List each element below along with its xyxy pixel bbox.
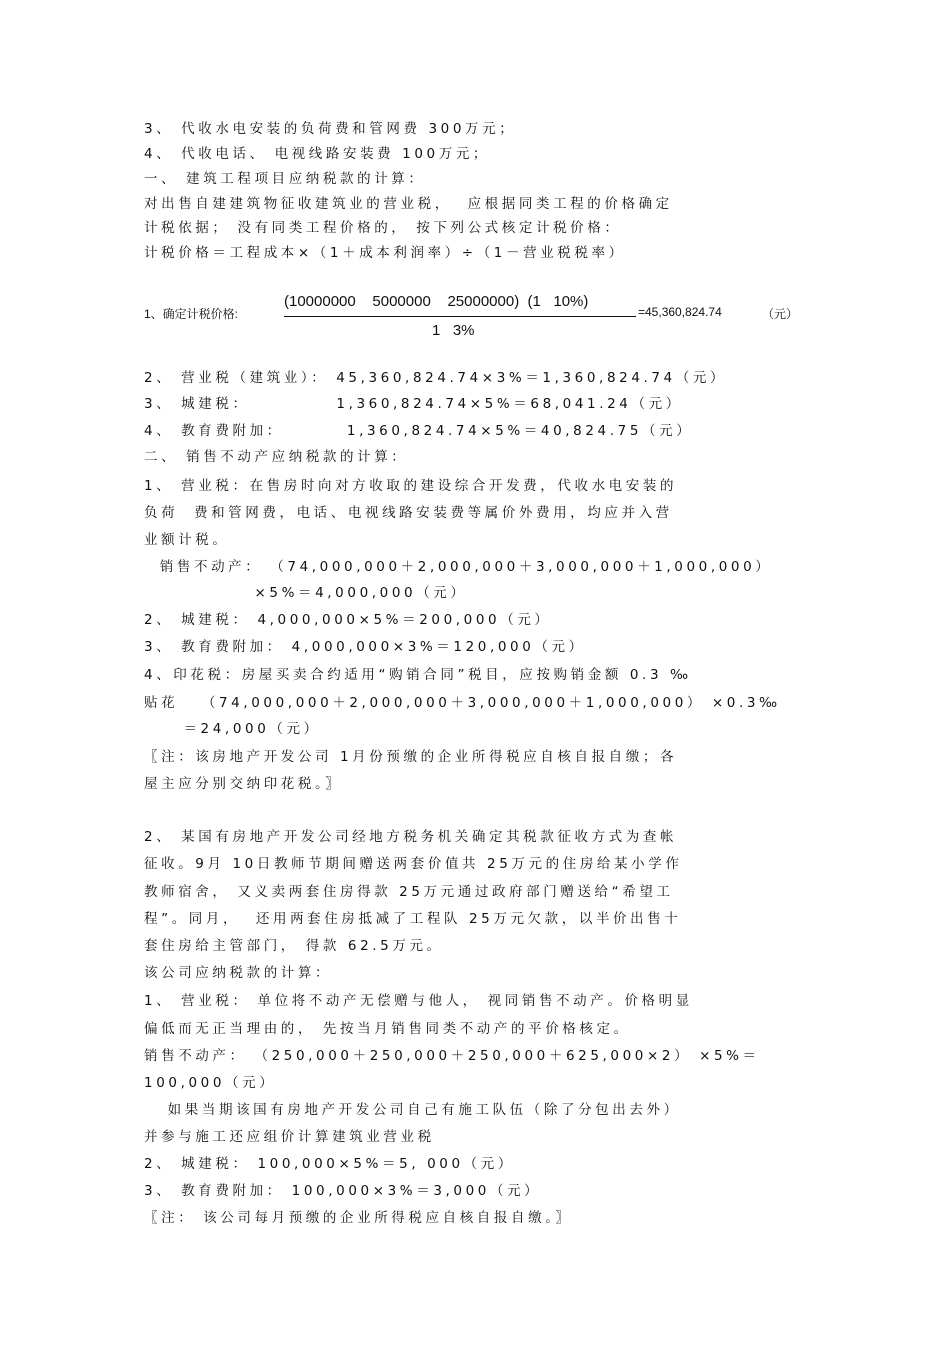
text-line: 1、 营业税： 单位将不动产无偿赠与他人， 视同销售不动产。价格明显 (144, 993, 693, 1009)
text-line: ×5%＝4,000,000（元） (144, 585, 468, 601)
text-line: 4、 代收电话、 电视线路安装费 100万元； (144, 146, 491, 162)
text-line: 4、 教育费附加： 1,360,824.74×5%＝40,824.75（元） (144, 423, 694, 439)
text-line: 1、 营业税：在售房时向对方收取的建设综合开发费，代收水电安装的 (144, 478, 678, 494)
text-line: ＝24,000（元） (144, 721, 321, 737)
text-line: 2、 城建税： 100,000×5%＝5, 000（元） (144, 1156, 515, 1172)
text-line: 销售不动产： （74,000,000＋2,000,000＋3,000,000＋1,000,000） (144, 559, 773, 575)
text-line: 征收。9月 10日教师节期间赠送两套价值共 25万元的住房给某小学作 (144, 856, 683, 872)
text-line: 负荷 费和管网费，电话、电视线路安装费等属价外费用，均应并入营 (144, 505, 673, 521)
note-line: 〖注： 该公司每月预缴的企业所得税应自核自报自缴。〗 (144, 1210, 573, 1226)
text-line: 4、印花税：房屋买卖合约适用“购销合同”税目，应按购销金额 0.3 ‰ (144, 667, 692, 683)
text-line: 套住房给主管部门， 得款 62.5万元。 (144, 938, 444, 954)
text-line: 3、 城建税： 1,360,824.74×5%＝68,041.24（元） (144, 396, 683, 412)
text-line: 程”。同月， 还用两套住房抵减了工程队 25万元欠款，以半价出售十 (144, 911, 682, 927)
section-heading: 二、 销售不动产应纳税款的计算： (144, 449, 409, 465)
text-line: 对出售自建建筑物征收建筑业的营业税， 应根据同类工程的价格确定 (144, 196, 673, 212)
text-line: 3、 教育费附加： 100,000×3%＝3,000（元） (144, 1183, 542, 1199)
text-line: 教师宿舍， 又义卖两套住房得款 25万元通过政府部门赠送给“希望工 (144, 884, 674, 900)
section-heading: 一、 建筑工程项目应纳税款的计算： (144, 171, 426, 187)
formula-numerator: (10000000 5000000 25000000) (1 10%) (284, 293, 589, 310)
text-line: 贴花 （74,000,000＋2,000,000＋3,000,000＋1,000,000） ×0.3‰ (144, 695, 781, 711)
note-line: 〖注：该房地产开发公司 1月份预缴的企业所得税应自核自报自缴；各 (144, 749, 678, 765)
text-line: 2、 营业税（建筑业）： 45,360,824.74×3%＝1,360,824.74（元） (144, 370, 728, 386)
formula-result: =45,360,824.74 (638, 305, 722, 319)
text-line: 计税依据； 没有同类工程价格的， 按下列公式核定计税价格： (144, 220, 622, 236)
formula-unit: （元） (762, 307, 799, 321)
text-line: 100,000（元） (144, 1075, 277, 1091)
text-line: 如果当期该国有房地产开发公司自己有施工队伍（除了分包出去外） (144, 1102, 681, 1118)
formula-label: 1、确定计税价格: (144, 307, 239, 321)
note-line: 屋主应分别交纳印花税。〗 (144, 776, 343, 792)
text-line: 并参与施工还应组价计算建筑业营业税 (144, 1129, 435, 1145)
text-line: 2、 某国有房地产开发公司经地方税务机关确定其税款征收方式为查帐 (144, 829, 678, 845)
text-line: 销售不动产： （250,000＋250,000＋250,000＋625,000×2） ×5%＝ (144, 1048, 760, 1064)
text-line: 3、 代收水电安装的负荷费和管网费 300万元； (144, 121, 517, 137)
text-line: 业额计税。 (144, 532, 230, 548)
formula-text: 计税价格＝工程成本×（1＋成本利润率）÷（1－营业税税率） (144, 245, 626, 261)
fraction-bar (284, 316, 636, 317)
text-line: 2、 城建税： 4,000,000×5%＝200,000（元） (144, 612, 552, 628)
text-line: 偏低而无正当理由的， 先按当月销售同类不动产的平价格核定。 (144, 1021, 631, 1037)
section-heading: 该公司应纳税款的计算： (144, 965, 333, 981)
text-line: 3、 教育费附加： 4,000,000×3%＝120,000（元） (144, 639, 586, 655)
formula-denominator: 1 3% (432, 322, 475, 339)
